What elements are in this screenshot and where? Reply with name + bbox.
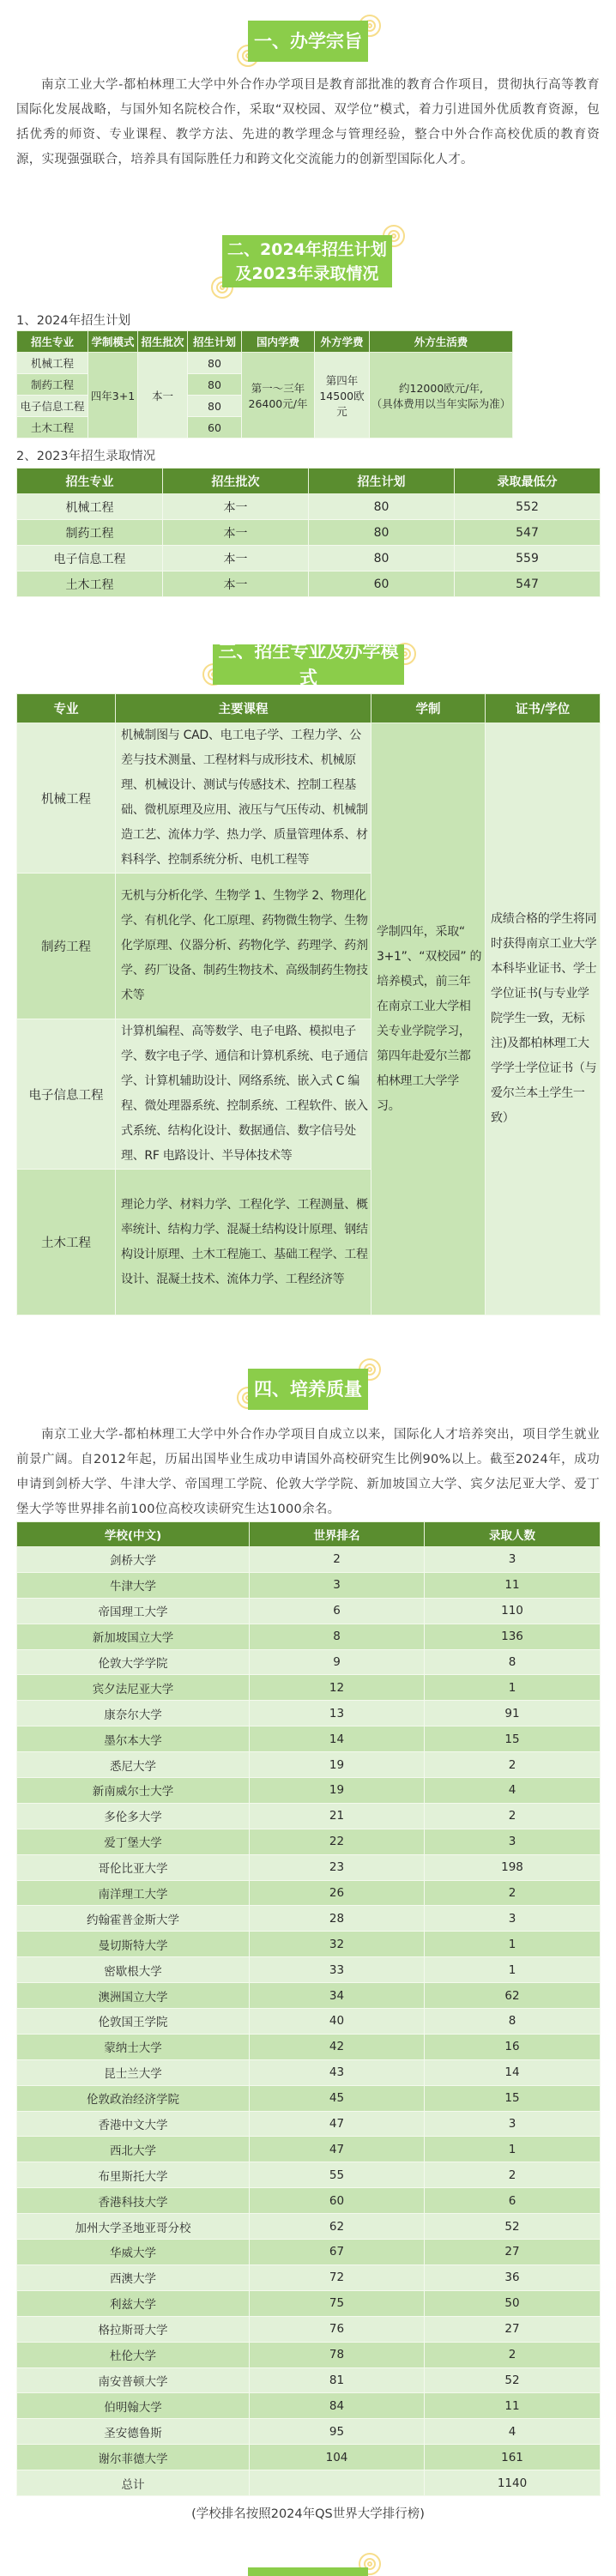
- school-cell: 牛津大学: [17, 1572, 250, 1598]
- ranking-cell: 62: [250, 2214, 425, 2240]
- plan-cell: 80: [309, 494, 455, 520]
- table-row: [17, 571, 601, 597]
- enrollment-plan-table: [16, 330, 513, 438]
- ranking-cell: 72: [250, 2265, 425, 2290]
- school-cell: 布里斯托大学: [17, 2162, 250, 2188]
- header-domestic-fee: 国内学费: [242, 331, 315, 353]
- score-cell: 552: [455, 494, 601, 520]
- ranking-cell: 43: [250, 2059, 425, 2085]
- ranking-cell: 104: [250, 2445, 425, 2470]
- domestic-fee-cell: [242, 353, 315, 438]
- school-cell: 伦敦大学学院: [17, 1649, 250, 1675]
- school-cell: 曼切斯特大学: [17, 1932, 250, 1957]
- ranking-cell: 9: [250, 1649, 425, 1675]
- school-cell: 西北大学: [17, 2137, 250, 2162]
- school-cell: 南洋理工大学: [17, 1880, 250, 1906]
- major-cell: 机械工程: [17, 723, 116, 874]
- table-row: [17, 2085, 601, 2111]
- school-cell: 宾夕法尼亚大学: [17, 1675, 250, 1701]
- ranking-cell: 45: [250, 2085, 425, 2111]
- school-cell: 南安普顿大学: [17, 2367, 250, 2393]
- school-cell: 墨尔本大学: [17, 1726, 250, 1752]
- major-cell: 土木工程: [17, 417, 88, 438]
- ranking-cell: 67: [250, 2240, 425, 2265]
- table-row: [17, 1572, 601, 1598]
- school-cell: 澳洲国立大学: [17, 1983, 250, 2009]
- batch-cell: 本一: [163, 494, 309, 520]
- admitted-cell: 110: [425, 1598, 601, 1624]
- ranking-cell: 40: [250, 2009, 425, 2035]
- school-cell: 伦敦政治经济学院: [17, 2085, 250, 2111]
- courses-cell: 理论力学、材料力学、工程化学、工程测量、概率统计、结构力学、混凝土结构设计原理、钢结构设计原理、土木工程施工、基础工程学、工程设计、混凝土技术、流体力学、工程经济等: [116, 1170, 371, 1315]
- admitted-cell: 15: [425, 1726, 601, 1752]
- table-row: [17, 2342, 601, 2367]
- courses-cell: 无机与分析化学、生物学 1、生物学 2、物理化学、有机化学、化工原理、药物微生物学、生物化学原理、仪器分析、药物化学、药理学、药剂学、药厂设备、制药生物技术、高级制药生物技术等: [116, 874, 371, 1019]
- major-cell: 制药工程: [17, 374, 88, 396]
- admission-table: [16, 468, 601, 597]
- table-row: [17, 1932, 601, 1957]
- school-cell: 昆士兰大学: [17, 2059, 250, 2085]
- table-row: [17, 1726, 601, 1752]
- admitted-cell: 11: [425, 2393, 601, 2419]
- admitted-cell: 1: [425, 1675, 601, 1701]
- school-cell: 新加坡国立大学: [17, 1624, 250, 1649]
- table-row: [17, 2419, 601, 2445]
- admitted-cell: 2: [425, 2342, 601, 2367]
- school-cell: 利兹大学: [17, 2290, 250, 2316]
- table-row: [17, 2470, 601, 2496]
- admitted-cell: 3: [425, 1829, 601, 1854]
- mode-cell: 四年3+1: [88, 353, 138, 438]
- admitted-cell: 91: [425, 1701, 601, 1726]
- school-cell: 约翰霍普金斯大学: [17, 1906, 250, 1932]
- major-cell: 电子信息工程: [17, 546, 163, 571]
- certificate-cell: 成绩合格的学生将同时获得南京工业大学本科毕业证书、学士学位证书(与专业学院学生一致，无标注)及都柏林理工大学学士学位证书（与爱尔兰本土学生一致）: [486, 723, 601, 1315]
- school-cell: 爱丁堡大学: [17, 1829, 250, 1854]
- section-title-line2: 及2023年录取情况: [235, 263, 379, 283]
- table-row: [17, 2265, 601, 2290]
- header-major: 专业: [17, 694, 116, 723]
- section-title-quality: [248, 1369, 368, 1410]
- table-row: [17, 2393, 601, 2419]
- section-title-purpose: [248, 21, 368, 62]
- foreign-fee-line2: 14500欧元: [319, 389, 365, 418]
- ranking-cell: 23: [250, 1854, 425, 1880]
- admitted-cell: 11: [425, 1572, 601, 1598]
- ranking-cell: 34: [250, 1983, 425, 2009]
- admitted-cell: 136: [425, 1624, 601, 1649]
- score-cell: 559: [455, 546, 601, 571]
- ranking-cell: 84: [250, 2393, 425, 2419]
- table-row: [17, 2009, 601, 2035]
- section-title-majors: [213, 640, 404, 688]
- table-row: [17, 1675, 601, 1701]
- header-mode: 学制模式: [88, 331, 138, 353]
- plan-heading: 1、2024年招生计划: [16, 314, 131, 328]
- admitted-cell: 8: [425, 2009, 601, 2035]
- admitted-cell: 198: [425, 1854, 601, 1880]
- school-cell: 谢尔菲德大学: [17, 2445, 250, 2470]
- admitted-cell: 27: [425, 2240, 601, 2265]
- admitted-cell: 8: [425, 1649, 601, 1675]
- ranking-cell: [250, 2470, 425, 2496]
- admitted-cell: 4: [425, 1778, 601, 1804]
- school-cell: 香港中文大学: [17, 2111, 250, 2137]
- ranking-cell: 26: [250, 1880, 425, 1906]
- major-cell: 机械工程: [17, 494, 163, 520]
- plan-count-cell: 80: [188, 353, 242, 374]
- major-cell: 电子信息工程: [17, 396, 88, 417]
- header-major: 招生专业: [17, 469, 163, 494]
- section-title-next: [248, 2567, 368, 2576]
- header-foreign-fee: 外方学费: [315, 331, 370, 353]
- foreign-fee-cell: [315, 353, 370, 438]
- major-cell: 土木工程: [17, 571, 163, 597]
- table-row: [17, 1854, 601, 1880]
- plan-cell: 80: [309, 546, 455, 571]
- batch-cell: 本一: [163, 520, 309, 546]
- table-row: [17, 2290, 601, 2316]
- admitted-cell: 15: [425, 2085, 601, 2111]
- ranking-note: (学校排名按照2024年QS世界大学排行榜): [191, 2507, 425, 2521]
- major-cell: 土木工程: [17, 1170, 116, 1315]
- courses-cell: 机械制图与 CAD、电工电子学、工程力学、公差与技术测量、工程材料与成形技术、机械原理、机械设计、测试与传感技术、控制工程基础、微机原理及应用、液压与气压传动、机械制造工艺、流体力学、热力学、质量管理体系、材料科学、控制系统分析、电机工程等: [116, 723, 371, 874]
- admitted-cell: 161: [425, 2445, 601, 2470]
- ranking-cell: 95: [250, 2419, 425, 2445]
- table-row: [17, 2214, 601, 2240]
- table-row: [17, 2367, 601, 2393]
- school-cell: 伯明翰大学: [17, 2393, 250, 2419]
- school-cell: 华威大学: [17, 2240, 250, 2265]
- table-row: [17, 1547, 601, 1573]
- admitted-cell: 2: [425, 1803, 601, 1829]
- ranking-cell: 81: [250, 2367, 425, 2393]
- courses-cell: 计算机编程、高等数学、电子电路、模拟电子学、数字电子学、通信和计算机系统、电子通信学、计算机辅助设计、网络系统、嵌入式 C 编程、微处理器系统、控制系统、工程软件、嵌入式系统、结构化设计、数据通信、数字信号处理、RF 电路设计、半导体技术等: [116, 1019, 371, 1170]
- header-batch: 招生批次: [163, 469, 309, 494]
- ranking-cell: 22: [250, 1829, 425, 1854]
- plan-cell: 60: [309, 571, 455, 597]
- admitted-cell: 52: [425, 2367, 601, 2393]
- table-row: [17, 1880, 601, 1906]
- school-cell: 帝国理工大学: [17, 1598, 250, 1624]
- purpose-paragraph: 南京工业大学-都柏林理工大学中外合作办学项目是教育部批准的教育合作项目，贯彻执行高等教育国际化发展战略，与国外知名院校合作，采取“双校园、双学位”模式，着力引进国外优质教育资源，包括优秀的师资、专业课程、教学方法、先进的教学理念与管理经验，整合中外合作高校优质的教育资源，实现强强联合，培养具有国际胜任力和跨文化交流能力的创新型国际化人才。: [16, 78, 600, 166]
- school-cell: 多伦多大学: [17, 1803, 250, 1829]
- ranking-cell: 8: [250, 1624, 425, 1649]
- header-system: 学制: [371, 694, 486, 723]
- living-fee-cell: [370, 353, 513, 438]
- header-school: 学校(中文): [17, 1522, 250, 1547]
- ranking-cell: 2: [250, 1547, 425, 1573]
- domestic-fee-line1: 第一～三年: [251, 381, 305, 395]
- admitted-cell: 2: [425, 2162, 601, 2188]
- section-title-text: 四、培养质量: [254, 1378, 362, 1400]
- ranking-cell: 76: [250, 2316, 425, 2342]
- table-row: [17, 2240, 601, 2265]
- admitted-cell: 52: [425, 2214, 601, 2240]
- domestic-fee-line2: 26400元/年: [248, 396, 308, 410]
- admitted-cell: 2: [425, 1880, 601, 1906]
- ranking-cell: 13: [250, 1701, 425, 1726]
- majors-table: [16, 693, 601, 1315]
- plan-count-cell: 80: [188, 396, 242, 417]
- table-row: [17, 2162, 601, 2188]
- table-row: [17, 1598, 601, 1624]
- admitted-cell: 3: [425, 1906, 601, 1932]
- table-row: [17, 2188, 601, 2214]
- admitted-cell: 1140: [425, 2470, 601, 2496]
- ranking-cell: 32: [250, 1932, 425, 1957]
- section-title-text: 三、招生专业及办学模式: [218, 640, 399, 688]
- admitted-cell: 1: [425, 2137, 601, 2162]
- school-cell: 西澳大学: [17, 2265, 250, 2290]
- ranking-cell: 3: [250, 1572, 425, 1598]
- admitted-cell: 2: [425, 1752, 601, 1778]
- ranking-cell: 78: [250, 2342, 425, 2367]
- admitted-cell: 36: [425, 2265, 601, 2290]
- admission-heading: 2、2023年招生录取情况: [16, 450, 156, 463]
- ranking-cell: 47: [250, 2111, 425, 2137]
- school-cell: 总计: [17, 2470, 250, 2496]
- major-cell: 制药工程: [17, 874, 116, 1019]
- living-fee-line2: （具体费用以当年实际为准）: [371, 396, 511, 410]
- admitted-cell: 3: [425, 2111, 601, 2137]
- major-cell: 机械工程: [17, 353, 88, 374]
- school-cell: 密歇根大学: [17, 1957, 250, 1983]
- ranking-cell: 55: [250, 2162, 425, 2188]
- header-certificate: 证书/学位: [486, 694, 601, 723]
- batch-cell: 本一: [138, 353, 188, 438]
- school-cell: 哥伦比亚大学: [17, 1854, 250, 1880]
- school-cell: 剑桥大学: [17, 1547, 250, 1573]
- table-row: [17, 1829, 601, 1854]
- admitted-cell: 14: [425, 2059, 601, 2085]
- table-row: [17, 2059, 601, 2085]
- table-row: [17, 1624, 601, 1649]
- school-cell: 新南威尔士大学: [17, 1778, 250, 1804]
- section-title-enrollment: [222, 235, 392, 287]
- table-row: [17, 2445, 601, 2470]
- table-row: [17, 520, 601, 546]
- header-courses: 主要课程: [116, 694, 371, 723]
- major-cell: 制药工程: [17, 520, 163, 546]
- school-cell: 香港科技大学: [17, 2188, 250, 2214]
- ranking-cell: 28: [250, 1906, 425, 1932]
- school-cell: 格拉斯哥大学: [17, 2316, 250, 2342]
- school-cell: 杜伦大学: [17, 2342, 250, 2367]
- table-row: [17, 1701, 601, 1726]
- school-cell: 伦敦国王学院: [17, 2009, 250, 2035]
- ranking-cell: 21: [250, 1803, 425, 1829]
- table-row: [17, 1778, 601, 1804]
- plan-count-cell: 80: [188, 374, 242, 396]
- system-cell: 学制四年，采取“ 3+1”、“双校园” 的培养模式，前三年在南京工业大学相关专业学院学习，第四年赴爱尔兰都柏林理工大学学习。: [371, 723, 486, 1315]
- admitted-cell: 1: [425, 1957, 601, 1983]
- header-plan: 招生计划: [188, 331, 242, 353]
- ranking-cell: 19: [250, 1778, 425, 1804]
- school-cell: 康奈尔大学: [17, 1701, 250, 1726]
- ranking-cell: 14: [250, 1726, 425, 1752]
- plan-cell: 80: [309, 520, 455, 546]
- admitted-cell: 4: [425, 2419, 601, 2445]
- table-row: [17, 723, 601, 874]
- ranking-cell: 47: [250, 2137, 425, 2162]
- table-row: [17, 1957, 601, 1983]
- table-row: [17, 2316, 601, 2342]
- major-cell: 电子信息工程: [17, 1019, 116, 1170]
- admitted-cell: 3: [425, 1547, 601, 1573]
- header-ranking: 世界排名: [250, 1522, 425, 1547]
- ranking-cell: 33: [250, 1957, 425, 1983]
- table-row: [17, 494, 601, 520]
- score-cell: 547: [455, 520, 601, 546]
- universities-table: [16, 1521, 601, 2496]
- school-cell: 蒙纳士大学: [17, 2034, 250, 2059]
- plan-count-cell: 60: [188, 417, 242, 438]
- quality-paragraph: 南京工业大学-都柏林理工大学中外合作办学项目自成立以来，国际化人才培养突出，项目学生就业前景广阔。自2012年起，历届出国毕业生成功申请国外高校研究生比例90%以上。截至2024年，成功申请到剑桥大学、牛津大学、帝国理工学院、伦敦大学学院、新加坡国立大学、宾夕法尼亚大学、爱丁堡大学等世界排名前100位高校攻读研究生达1000余名。: [16, 1428, 600, 1516]
- table-row: [17, 1752, 601, 1778]
- school-cell: 加州大学圣地亚哥分校: [17, 2214, 250, 2240]
- admitted-cell: 50: [425, 2290, 601, 2316]
- school-cell: 圣安德鲁斯: [17, 2419, 250, 2445]
- ranking-cell: 42: [250, 2034, 425, 2059]
- table-row: [17, 2137, 601, 2162]
- table-row: [17, 1906, 601, 1932]
- table-row: [17, 2111, 601, 2137]
- header-major: 招生专业: [17, 331, 88, 353]
- header-admitted: 录取人数: [425, 1522, 601, 1547]
- section-title-text: 一、办学宗旨: [254, 30, 362, 51]
- ranking-cell: 12: [250, 1675, 425, 1701]
- batch-cell: 本一: [163, 546, 309, 571]
- ranking-cell: 19: [250, 1752, 425, 1778]
- batch-cell: 本一: [163, 571, 309, 597]
- ranking-cell: 75: [250, 2290, 425, 2316]
- header-plan: 招生计划: [309, 469, 455, 494]
- header-batch: 招生批次: [138, 331, 188, 353]
- foreign-fee-line1: 第四年: [325, 373, 359, 387]
- admitted-cell: 1: [425, 1932, 601, 1957]
- ranking-cell: 6: [250, 1598, 425, 1624]
- section-title-line1: 二、2024年招生计划: [227, 239, 387, 259]
- living-fee-line1: 约12000欧元/年,: [399, 381, 483, 395]
- table-row: [17, 1649, 601, 1675]
- header-min-score: 录取最低分: [455, 469, 601, 494]
- ranking-cell: 60: [250, 2188, 425, 2214]
- admitted-cell: 62: [425, 1983, 601, 2009]
- header-living-fee: 外方生活费: [370, 331, 513, 353]
- table-row: [17, 1803, 601, 1829]
- table-row: [17, 1983, 601, 2009]
- score-cell: 547: [455, 571, 601, 597]
- table-row: [17, 2034, 601, 2059]
- admitted-cell: 16: [425, 2034, 601, 2059]
- table-row: [17, 546, 601, 571]
- admitted-cell: 27: [425, 2316, 601, 2342]
- school-cell: 悉尼大学: [17, 1752, 250, 1778]
- admitted-cell: 6: [425, 2188, 601, 2214]
